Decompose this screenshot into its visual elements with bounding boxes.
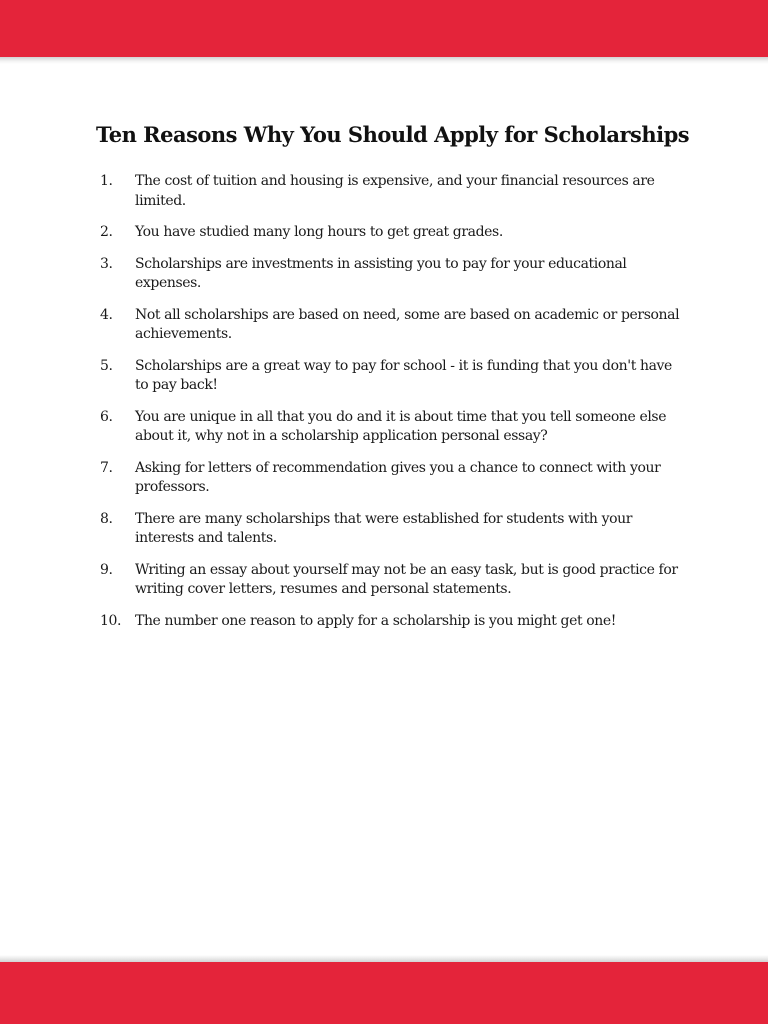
list-item-text: Not all scholarships are based on need, some are based on academic or personal achievements. [135,306,680,342]
list-item [100,561,680,600]
list-item [100,408,680,447]
list-item [100,306,680,345]
list-item-number: 3. [100,255,113,272]
list-item-number: 1. [100,173,113,189]
list-item-number: 6. [100,408,113,425]
bottom-band-shadow [0,955,768,962]
list-item-number: 5. [100,357,113,374]
top-red-band [0,0,768,57]
list-item-text: You are unique in all that you do and it is about time that you tell someone else about it, why not in a scholarship application personal essay? [135,408,667,444]
list-item [100,459,680,498]
list-item-number: 7. [100,459,113,476]
bottom-red-band [0,962,768,1024]
list-item [100,223,680,243]
list-item-number: 4. [100,306,113,323]
list-item-number: 2. [100,224,113,240]
list-item-text: The number one reason to apply for a scholarship is you might get one! [135,612,617,629]
list-item [100,255,680,294]
list-item-number: 10. [100,612,122,629]
page-title: Ten Reasons Why You Should Apply for Scholarships [96,122,690,147]
list-item-text: You have studied many long hours to get great grades. [135,224,503,240]
list-item-number: 9. [100,561,113,578]
list-item-text: Scholarships are investments in assisting you to pay for your educational expenses. [135,255,627,291]
list-item [100,357,680,396]
list-item-text: Writing an essay about yourself may not be an easy task, but is good practice for writing cover letters, resumes and personal statements. [135,561,678,597]
list-item-text: The cost of tuition and housing is expensive, and your financial resources are limited. [135,173,655,209]
list-item [100,510,680,549]
list-item-text: Scholarships are a great way to pay for school - it is funding that you don't have to pay back! [135,357,672,393]
list-item-text: There are many scholarships that were established for students with your interests and talents. [135,510,633,546]
list-item-number: 8. [100,510,113,527]
reasons-list [100,172,680,643]
list-item [100,612,680,632]
list-item-text: Asking for letters of recommendation gives you a chance to connect with your professors. [135,459,661,495]
top-band-shadow [0,57,768,64]
list-item [100,172,680,211]
